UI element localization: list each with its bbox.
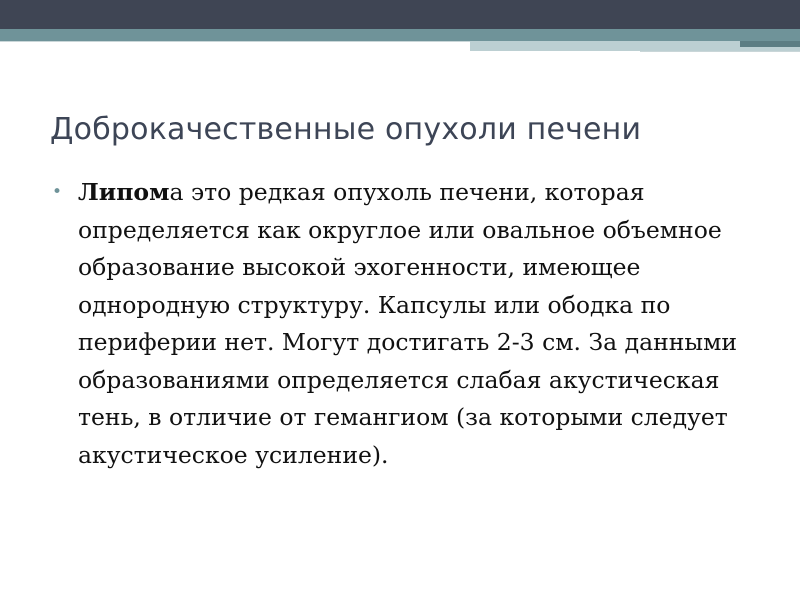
- header-divider-line: [0, 41, 470, 42]
- bullet-text: [78, 174, 767, 474]
- header-band-teal: [0, 29, 800, 41]
- bullet-bold-term: Липом: [78, 178, 170, 206]
- header-band-dark: [0, 0, 800, 30]
- bullet-dot-icon: •: [52, 182, 63, 202]
- slide-title: Доброкачественные опухоли печени: [50, 112, 642, 147]
- bullet-body: а это редкая опухоль печени, которая определяется как округлое или овальное объемное образование высокой эхогенности, имеющее однородную структуру. Капсулы или ободка по периферии нет. Могут достигать 2-3 см. За данными образованиями определяется слабая акустическая тень, в отличие от гемангиом (за которыми следует акустическое усиление).: [78, 178, 738, 469]
- header-divider-line-right: [640, 51, 800, 52]
- bullet-item: [52, 174, 767, 474]
- slide-content: [52, 174, 767, 474]
- header-band-accent: [740, 41, 800, 47]
